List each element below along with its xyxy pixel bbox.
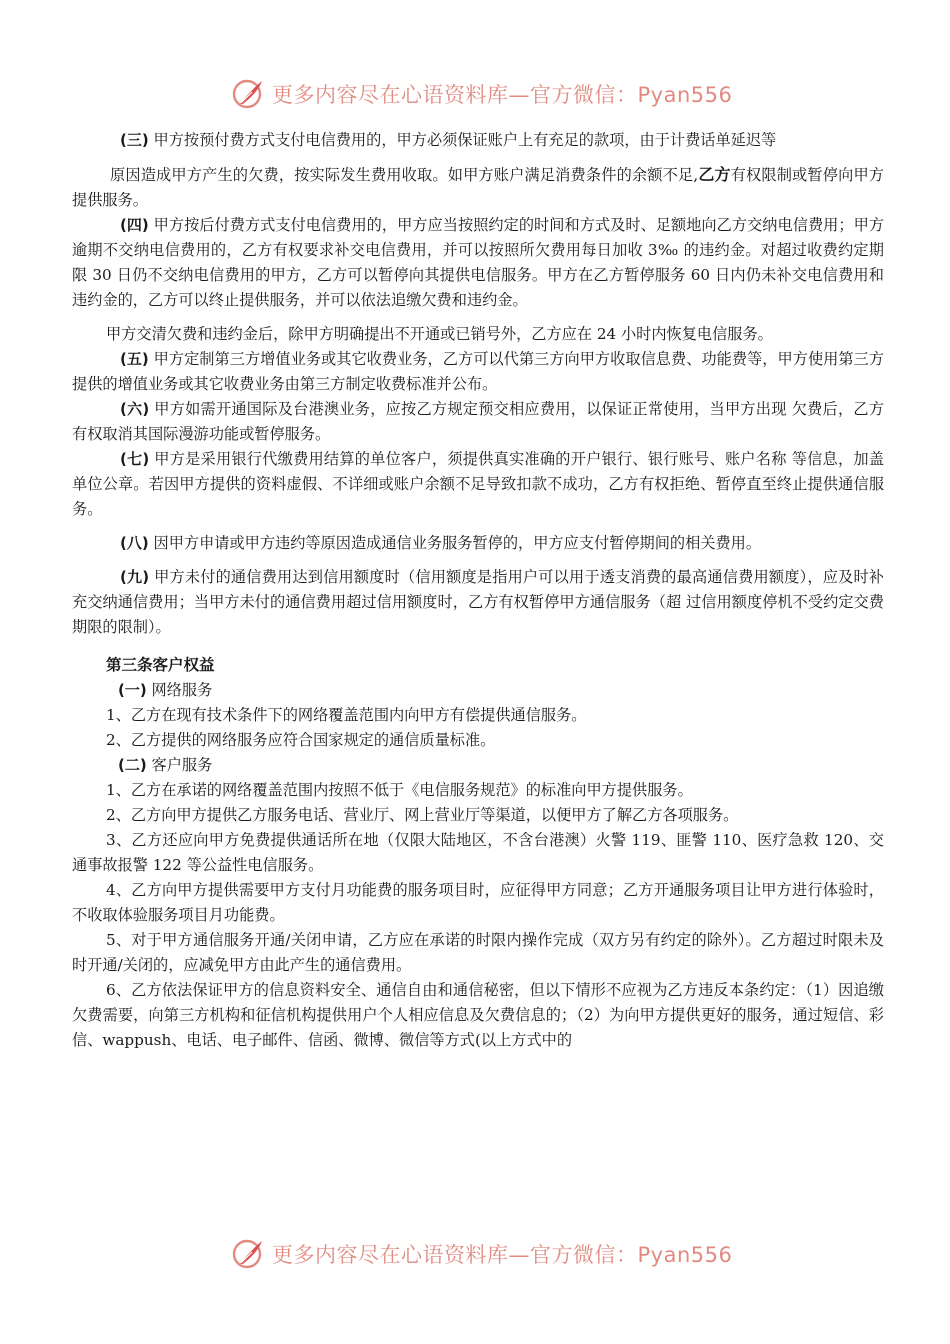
clause-text: 有权限制或暂停向甲方提供服务。 — [72, 166, 884, 209]
clause-text: 甲方未付的通信费用达到信用额度时（信用额度是指用户可以用于透支消费的最高通信费用额度），应及时补充交纳通信费用；当甲方未付的通信费用超过信用额度时，乙方有权暂停甲方通信服务（超 过信用额度停机不受约定交费期限的限制）。 — [72, 568, 884, 636]
clause-text: 甲方定制第三方增值业务或其它收费业务，乙方可以代第三方向甲方收取信息费、功能费等，甲方使用第三方提供的增值业务或其它收费业务由第三方制定收费标准并公布。 — [72, 350, 885, 393]
list-item: 5、对于甲方通信服务开通/关闭申请，乙方应在承诺的时限内操作完成（双方另有约定的除外）。乙方超过时限未及时开通/关闭的，应减免甲方由此产生的通信费用。 — [72, 931, 884, 974]
document-body — [72, 128, 884, 1053]
section-customer-service — [72, 753, 884, 778]
quill-pen-logo-icon — [232, 1237, 266, 1271]
clause-3 — [72, 128, 884, 153]
article-heading: 第三条客户权益 — [106, 656, 215, 674]
clause-number: (八) — [120, 534, 149, 552]
clause-text: 甲方是采用银行代缴费用结算的单位客户，须提供真实准确的开户银行、银行账号、账户名称 等信息，加盖单位公章。若因甲方提供的资料虚假、不详细或账户余额不足导致扣款不成功，乙方有权拒绝、暂停直至终止提供通信服务。 — [72, 450, 885, 518]
clause-4 — [72, 213, 884, 313]
list-item: 1、乙方在现有技术条件下的网络覆盖范围内向甲方有偿提供通信服务。 — [106, 706, 587, 724]
clause-6 — [72, 397, 884, 447]
clause-text: 甲方按预付费方式支付电信费用的，甲方必须保证账户上有充足的款项，由于计费话单延迟等 — [153, 131, 777, 149]
list-item: 4、乙方向甲方提供需要甲方支付月功能费的服务项目时，应征得甲方同意；乙方开通服务项目让甲方进行体验时，不收取体验服务项目月功能费。 — [72, 881, 884, 924]
clause-8 — [72, 531, 884, 556]
list-item: 2、乙方向甲方提供乙方服务电话、营业厅、网上营业厅等渠道，以便甲方了解乙方各项服务。 — [106, 806, 739, 824]
clause-4-restore — [72, 322, 884, 347]
watermark-text: 更多内容尽在心语资料库—官方微信：Pyan556 — [272, 1243, 733, 1267]
section-number: (一) — [118, 681, 147, 699]
list-item: 3、乙方还应向甲方免费提供通话所在地（仅限大陆地区，不含台港澳）火警 119、匪警 110、医疗急救 120、交通事故报警 122 等公益性电信服务。 — [72, 831, 884, 874]
clause-7 — [72, 447, 884, 522]
clause-number: (五) — [120, 350, 149, 368]
watermark-header — [232, 76, 732, 112]
clause-3-continued — [72, 162, 884, 213]
watermark-text: 更多内容尽在心语资料库—官方微信：Pyan556 — [272, 83, 733, 107]
emphasis-text: 乙方 — [698, 165, 731, 184]
section-number: (二) — [118, 756, 147, 774]
list-item: 6、乙方依法保证甲方的信息资料安全、通信自由和通信秘密，但以下情形不应视为乙方违反本条约定：（1）因追缴欠费需要，向第三方机构和征信机构提供用户个人相应信息及欠费信息的；（2）为向甲方提供更好的服务，通过短信、彩信、wappush、电话、电子邮件、信函、微博、微信等方式(以上方式中的 — [72, 981, 884, 1049]
watermark-footer — [232, 1236, 732, 1272]
clause-number: (九) — [120, 568, 150, 586]
list-item: 1、乙方在承诺的网络覆盖范围内按照不低于《电信服务规范》的标准向甲方提供服务。 — [106, 781, 693, 799]
clause-text: 甲方交清欠费和违约金后，除甲方明确提出不开通或已销号外，乙方应在 24 小时内恢复电信服务。 — [106, 325, 773, 343]
clause-number: (七) — [120, 450, 150, 468]
clause-5 — [72, 347, 884, 397]
clause-9 — [72, 565, 884, 640]
clause-number: (六) — [120, 400, 150, 418]
clause-text: 因甲方申请或甲方违约等原因造成通信业务服务暂停的，甲方应支付暂停期间的相关费用。 — [153, 534, 762, 552]
section-network — [72, 678, 884, 703]
list-item: 2、乙方提供的网络服务应符合国家规定的通信质量标准。 — [106, 731, 496, 749]
section-label: 客户服务 — [151, 756, 213, 774]
quill-pen-logo-icon — [232, 77, 266, 111]
clause-number: (三) — [120, 131, 149, 149]
section-label: 网络服务 — [151, 681, 213, 699]
clause-number: (四) — [120, 216, 149, 234]
clause-text: 原因造成甲方产生的欠费，按实际发生费用收取。如甲方账户满足消费条件的余额不足, — [110, 166, 699, 184]
clause-text: 甲方按后付费方式支付电信费用的，甲方应当按照约定的时间和方式及时、足额地向乙方交纳电信费用；甲方逾期不交纳电信费用的，乙方有权要求补交电信费用，并可以按照所欠费用每日加收 3‰ 的违约金。对超过收费约定期限 30 日仍不交纳电信费用的甲方，乙方可以暂停向其提供电信服务。甲方在乙方暂停服务 60 日内仍未补交电信费用和违约金的，乙方可以终止提供服务，并可以依法追缴欠费和违约金。 — [72, 216, 885, 309]
clause-text: 甲方如需开通国际及台港澳业务，应按乙方规定预交相应费用，以保证正常使用，当甲方出现 欠费后，乙方有权取消其国际漫游功能或暂停服务。 — [72, 400, 885, 443]
